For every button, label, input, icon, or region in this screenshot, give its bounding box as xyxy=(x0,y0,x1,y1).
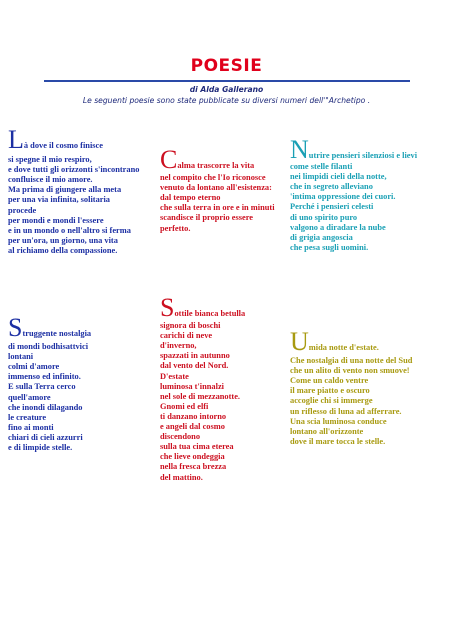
poem-line: procede xyxy=(8,205,37,215)
poem-line: valgono a diradare la nube xyxy=(290,222,386,232)
poem-line: d'inverno, xyxy=(160,341,197,351)
poem-line: Ma prima di giungere alla meta xyxy=(8,185,122,195)
poem-line: luminosa t'innalzi xyxy=(160,381,224,391)
poem-heading xyxy=(290,327,412,356)
poem-line: perfetto. xyxy=(160,223,191,233)
poem-line: di mondi bodhisattvici xyxy=(8,342,89,352)
poem-struggente xyxy=(8,313,92,453)
poem-line: e di limpide stelle. xyxy=(8,443,73,453)
poem-line: dal vento del Nord. xyxy=(160,361,229,371)
poem-line: lontani xyxy=(8,352,34,362)
poem-line: E sulla Terra cerco xyxy=(8,382,76,392)
poem-line: le creature xyxy=(8,412,47,422)
poem-line: che pesa sugli uomini. xyxy=(290,242,369,252)
poem-line: chiari di cieli azzurri xyxy=(8,432,83,442)
poem-line: un riflesso di luna ad afferrare. xyxy=(290,406,402,416)
poem-line: nel sole di mezzanotte. xyxy=(160,391,241,401)
poem-line: di uno spirito puro xyxy=(290,212,358,222)
poem-line: 'intima oppressione dei cuori. xyxy=(290,192,396,202)
poem-body xyxy=(160,173,275,234)
poem-line: fino ai monti xyxy=(8,422,54,432)
poem-heading xyxy=(290,135,418,164)
poem-line: Perché i pensieri celesti xyxy=(290,202,374,212)
poem-line: per un'ora, un giorno, una vita xyxy=(8,235,118,245)
poem-line: Che nostalgia di una notte del Sud xyxy=(290,356,413,366)
drop-cap: N xyxy=(290,135,309,164)
poem-heading-text: alma trascorre la vita xyxy=(177,161,255,170)
poem-line: Gnomi ed elfi xyxy=(160,401,209,411)
poem-heading-text: à dove il cosmo finisce xyxy=(23,141,103,150)
title-rule xyxy=(44,80,410,82)
poem-line: spazzati in autunno xyxy=(160,351,230,361)
poem-line: al richiamo della compassione. xyxy=(8,245,118,255)
poem-line: signora di boschi xyxy=(160,321,221,331)
drop-cap: S xyxy=(8,313,23,342)
poem-heading-text: utrire pensieri silenziosi e lievi xyxy=(308,151,418,160)
poem-line: che in segreto alleviano xyxy=(290,182,373,192)
poem-line: e dove tutti gli orizzonti s'incontrano xyxy=(8,165,140,175)
page-title: POESIE xyxy=(190,56,263,76)
poem-body xyxy=(160,321,245,483)
poem-line: sulla tua cima eterea xyxy=(160,442,234,452)
poem-line: come stelle filanti xyxy=(290,162,353,172)
poem-line: nei limpidi cieli della notte, xyxy=(290,172,387,182)
poem-line: colmi d'amore xyxy=(8,362,60,372)
poem-line: accoglie chi si immerge xyxy=(290,396,373,406)
poem-line: e angeli dal cosmo xyxy=(160,422,225,432)
poem-line: carichi di neve xyxy=(160,331,213,341)
poem-line: lontano all'orizzonte xyxy=(290,426,364,436)
poem-heading xyxy=(8,125,139,154)
poem-line: per una via infinita, solitaria xyxy=(8,195,110,205)
poem-line: discendono xyxy=(160,432,201,442)
poem-line: di grigia angoscia xyxy=(290,232,353,242)
poem-line: nel compito che l'Io riconosce xyxy=(160,173,266,183)
poem-line: quell'amore xyxy=(8,392,51,402)
poem-heading xyxy=(160,145,275,174)
poem-line: che inondi dilagando xyxy=(8,402,83,412)
poem-la-dove xyxy=(8,125,140,256)
poem-line: scandisce il proprio essere xyxy=(160,213,253,223)
poem-umida xyxy=(290,327,413,447)
author-line: di Alda Gallerano xyxy=(189,85,264,94)
poem-line: per mondi e mondi l'essere xyxy=(8,215,104,225)
poem-line: dal tempo eterno xyxy=(160,193,221,203)
poem-line: nella fresca brezza xyxy=(160,462,227,472)
poem-line: D'estate xyxy=(160,371,189,381)
poem-heading-text: mida notte d'estate. xyxy=(308,343,379,352)
poem-line: ti danzano intorno xyxy=(160,411,227,421)
poem-heading xyxy=(160,293,246,322)
poem-line: che un alito di vento non smuove! xyxy=(290,366,410,376)
drop-cap: U xyxy=(290,327,309,356)
poem-body xyxy=(290,162,417,253)
poem-line: immenso ed infinito. xyxy=(8,372,81,382)
poem-line: che sulla terra in ore e in minuti xyxy=(160,203,275,213)
poem-line: che lieve ondeggia xyxy=(160,452,225,462)
poem-body xyxy=(8,155,139,256)
drop-cap: L xyxy=(8,125,24,154)
poem-calma xyxy=(160,145,275,234)
poem-line: Una scia luminosa conduce xyxy=(290,416,387,426)
subtitle-line: Le seguenti poesie sono state pubblicate su diversi numeri dell'"Archetipo . xyxy=(82,96,371,105)
poem-sottile xyxy=(160,293,246,483)
poem-body xyxy=(8,342,91,453)
poem-line: confluisce il mio amore. xyxy=(8,175,93,185)
poem-line: il mare piatto e oscuro xyxy=(290,386,370,396)
poem-line: dove il mare tocca le stelle. xyxy=(290,436,386,446)
drop-cap: S xyxy=(160,293,175,322)
poem-line: del mattino. xyxy=(160,472,203,482)
drop-cap: C xyxy=(160,145,178,174)
poem-line: venuto da lontano all'esistenza: xyxy=(160,183,272,193)
poem-heading-text: truggente nostalgia xyxy=(22,329,92,338)
poem-line: Come un caldo ventre xyxy=(290,376,369,386)
poem-heading xyxy=(8,313,92,342)
poem-heading-text: ottile bianca betulla xyxy=(174,309,246,318)
poem-body xyxy=(290,356,412,447)
poem-nutrire xyxy=(290,135,418,253)
poem-line: si spegne il mio respiro, xyxy=(8,155,92,165)
poem-line: e in un mondo o nell'altro si ferma xyxy=(8,225,131,235)
